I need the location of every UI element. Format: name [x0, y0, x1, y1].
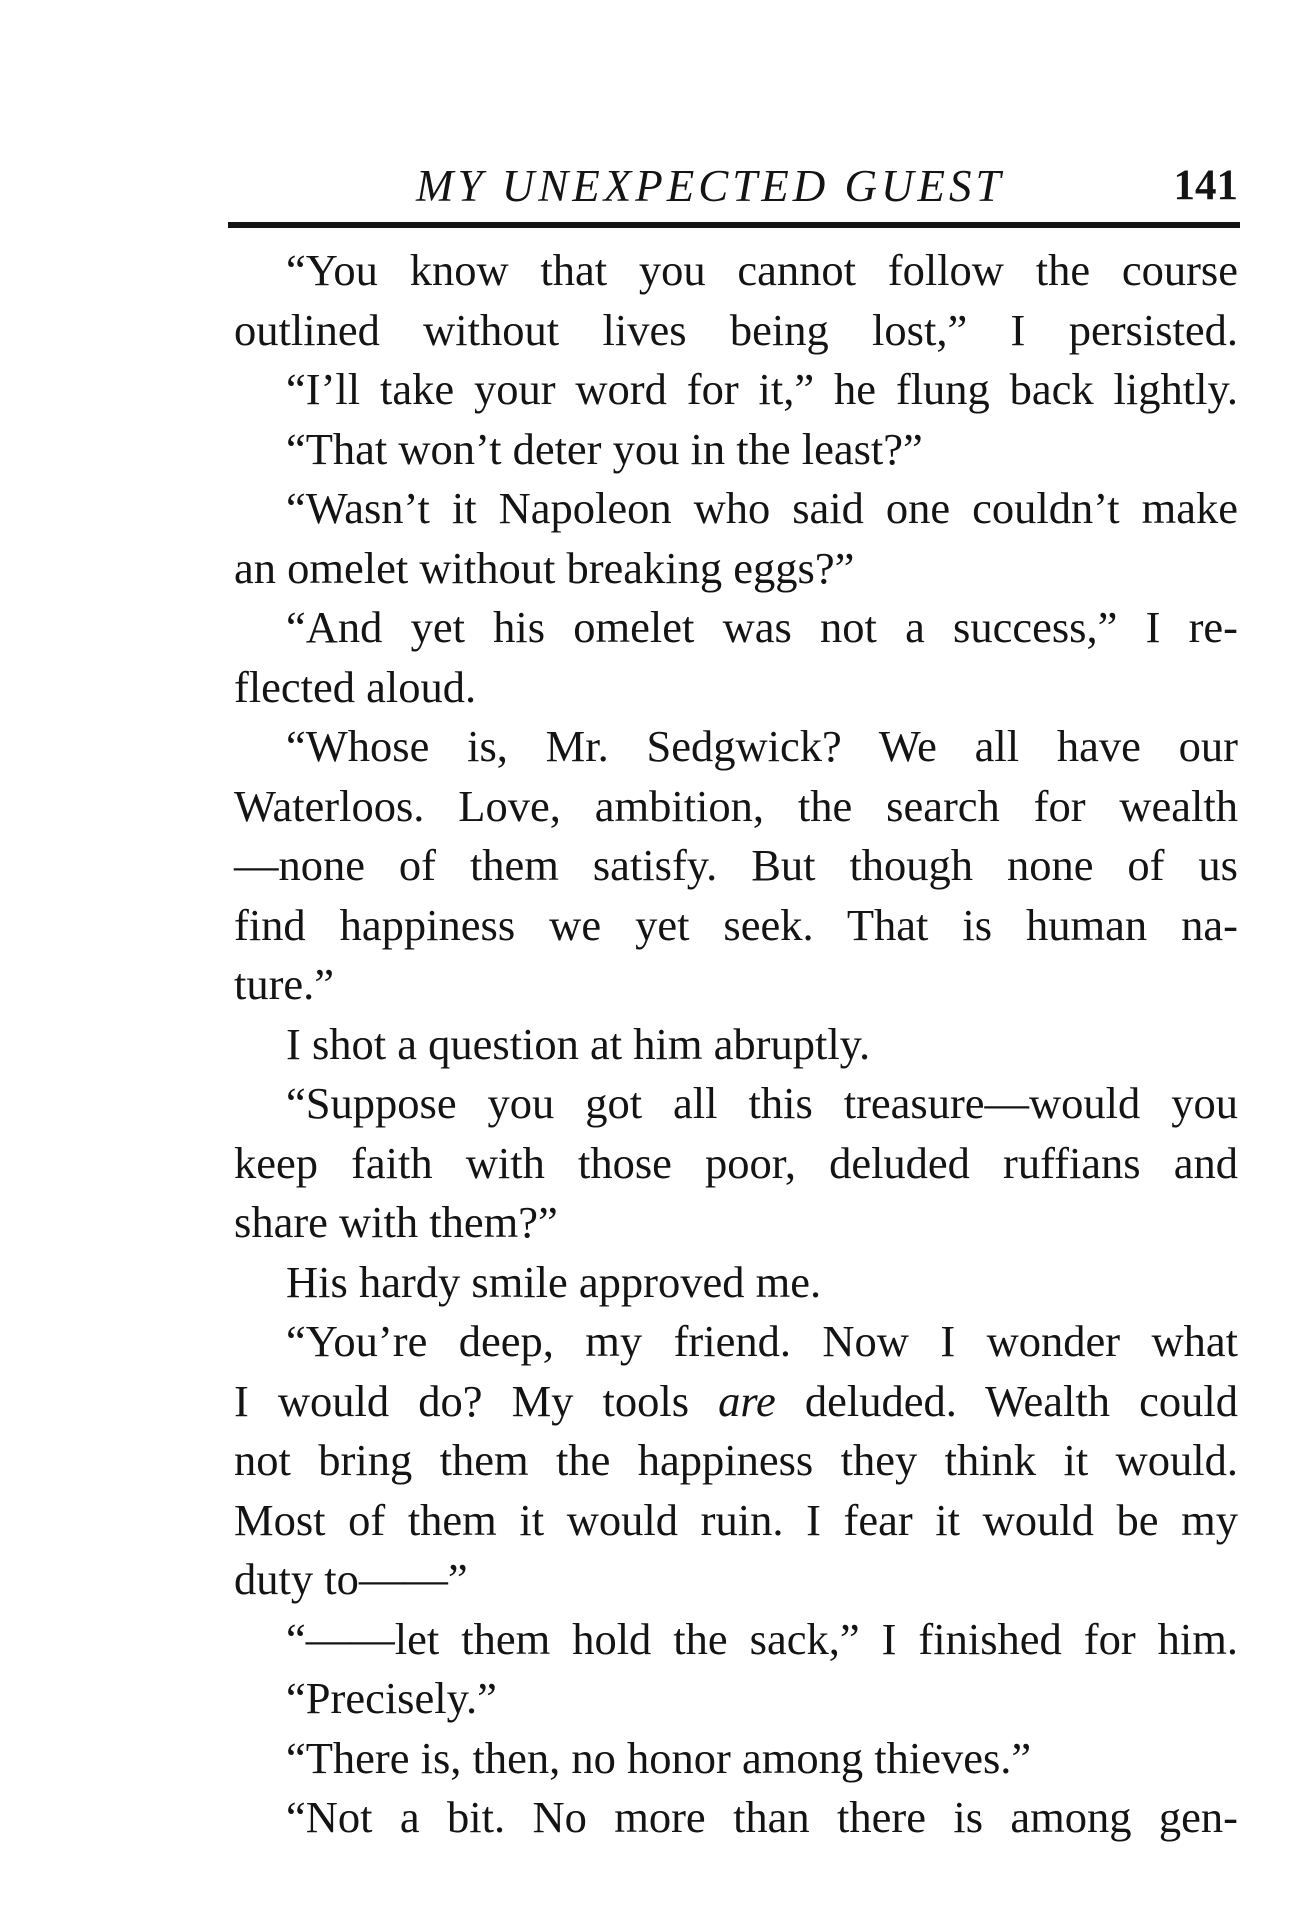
text-line: His hardy smile approved me.	[286, 1256, 822, 1307]
text-line: duty to——”	[234, 1554, 468, 1604]
page-number: 141	[1173, 162, 1238, 209]
text-line: outlined without lives being lost,” I persisted.	[234, 304, 1238, 355]
text-line: an omelet without breaking eggs?”	[234, 542, 855, 593]
text-line: “Suppose you got all this treasure—would you	[286, 1078, 1238, 1128]
text-line: flected aloud.	[234, 661, 477, 712]
italic-word: are	[718, 1375, 776, 1426]
text-run: deluded. Wealth could	[775, 1375, 1238, 1426]
text-line: Most of them it would ruin. I fear it would be my	[234, 1494, 1238, 1545]
text-line: “Whose is, Mr. Sedgwick? We all have our	[286, 721, 1238, 771]
text-line: “There is, then, no honor among thieves.”	[286, 1732, 1032, 1783]
text-line: “That won’t deter you in the least?”	[286, 423, 923, 474]
text-line: share with them?”	[234, 1197, 558, 1247]
text-line: “Precisely.”	[286, 1673, 497, 1723]
text-line: “Not a bit. No more than there is among gen-	[286, 1792, 1238, 1842]
body-text	[234, 241, 1238, 1848]
text-line: “——let them hold the sack,” I finished for him.	[286, 1613, 1238, 1664]
text-line: ture.”	[234, 959, 335, 1009]
text-run: I would do? My tools	[234, 1375, 719, 1426]
running-head	[232, 158, 1238, 214]
text-line: “Wasn’t it Napoleon who said one couldn’t make	[286, 483, 1238, 533]
text-line: keep faith with those poor, deluded ruffians and	[234, 1137, 1238, 1188]
header-rule	[228, 222, 1240, 228]
text-line: not bring them the happiness they think it would.	[234, 1435, 1238, 1485]
text-line: find happiness we yet seek. That is human na-	[234, 899, 1238, 950]
text-line: Waterloos. Love, ambition, the search for wealth	[234, 780, 1238, 831]
text-line: “You know that you cannot follow the course	[286, 245, 1238, 295]
text-line: “You’re deep, my friend. Now I wonder what	[286, 1316, 1238, 1366]
text-line: “And yet his omelet was not a success,” I re-	[286, 602, 1238, 652]
text-line	[234, 1372, 1238, 1432]
text-line: I shot a question at him abruptly.	[286, 1018, 871, 1069]
running-title: MY UNEXPECTED GUEST	[416, 161, 1005, 211]
text-line: —none of them satisfy. But though none of us	[234, 840, 1238, 890]
text-line: “I’ll take your word for it,” he flung back lightly.	[286, 364, 1238, 414]
